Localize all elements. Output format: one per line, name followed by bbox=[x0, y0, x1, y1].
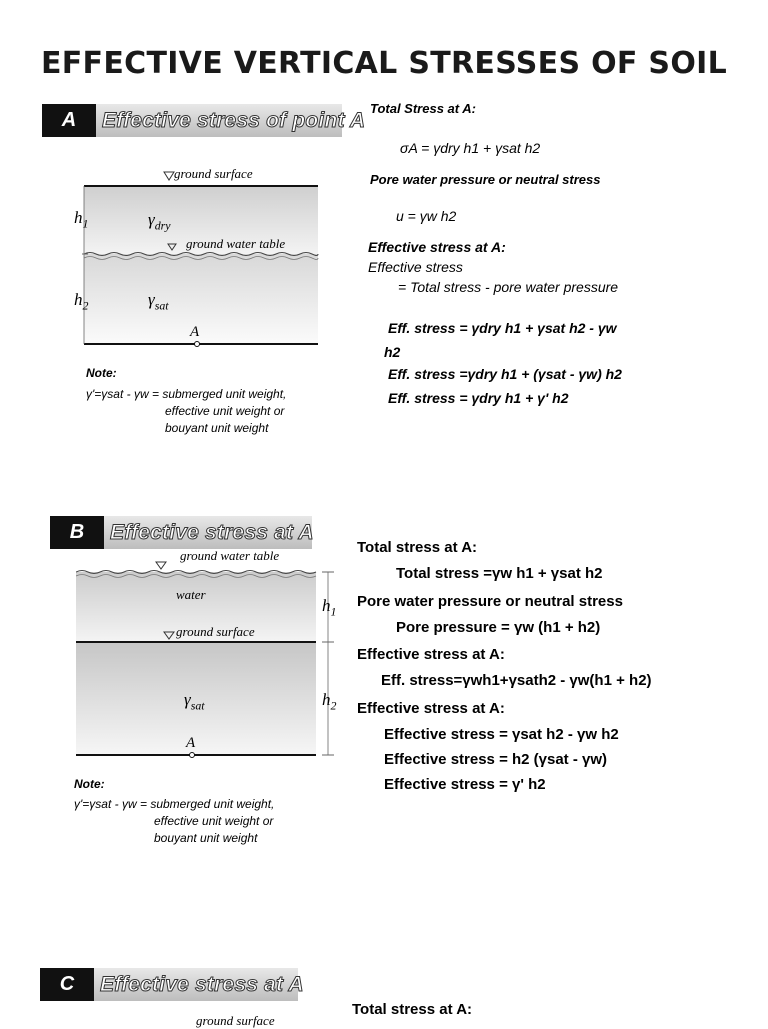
section-a-diagram bbox=[70, 160, 330, 355]
section-b-header bbox=[50, 516, 312, 549]
section-a-heading: Effective stress of point A bbox=[102, 109, 366, 132]
b-eff-eq-2: Effective stress = γsat h2 - γw h2 bbox=[384, 726, 619, 743]
a-eff-eq-1: Eff. stress = γdry h1 + γsat h2 - γw bbox=[388, 320, 617, 336]
a-eff-heading: Effective stress at A: bbox=[368, 239, 506, 255]
ground-water-table-label: ground water table bbox=[186, 236, 286, 251]
point-a-marker bbox=[190, 753, 195, 758]
a-eff-plain-2: = Total stress - pore water pressure bbox=[398, 279, 619, 295]
section-b-diagram bbox=[76, 552, 356, 767]
b-note-line-1: γ'=γsat - γw = submerged unit weight, bbox=[74, 797, 275, 811]
a-pore-eq: u = γw h2 bbox=[396, 208, 457, 224]
section-a-header bbox=[42, 104, 366, 137]
a-total-stress-heading: Total Stress at A: bbox=[370, 101, 476, 116]
ground-surface-label: ground surface bbox=[174, 166, 253, 181]
section-b-heading: Effective stress at A bbox=[110, 521, 314, 544]
c-total-heading: Total stress at A: bbox=[352, 1001, 473, 1018]
b-note-label: Note: bbox=[74, 777, 105, 791]
b-eff-eq-1: Eff. stress=γwh1+γsath2 - γw(h1 + h2) bbox=[381, 672, 652, 689]
a-eff-eq-3: Eff. stress = γdry h1 + γ' h2 bbox=[388, 390, 569, 406]
b-pore-heading: Pore water pressure or neutral stress bbox=[357, 593, 623, 610]
a-eff-plain: Effective stress bbox=[368, 259, 463, 275]
b-eff-eq-4: Effective stress = γ' h2 bbox=[384, 776, 546, 793]
a-eff-eq-1b: h2 bbox=[384, 344, 401, 360]
b-eff-heading-1: Effective stress at A: bbox=[357, 646, 505, 663]
a-total-stress-eq: σA = γdry h1 + γsat h2 bbox=[400, 140, 541, 156]
b-total-eq: Total stress =γw h1 + γsat h2 bbox=[396, 565, 603, 582]
c-ground-surface-label: ground surface bbox=[196, 1013, 275, 1028]
water-table-symbol bbox=[156, 562, 166, 569]
a-eff-eq-2: Eff. stress =γdry h1 + (γsat - γw) h2 bbox=[388, 366, 622, 382]
point-a-marker bbox=[195, 342, 200, 347]
ground-surface-symbol bbox=[164, 172, 174, 180]
b-water-label: water bbox=[176, 587, 206, 602]
section-b-letter: B bbox=[50, 516, 104, 549]
note-line-3: bouyant unit weight bbox=[165, 421, 269, 435]
page-title: EFFECTIVE VERTICAL STRESSES OF SOIL bbox=[40, 46, 728, 81]
b-h2-label: $h_2$ bbox=[322, 690, 337, 713]
section-c-header bbox=[40, 968, 304, 1001]
b-ground-water-table-label: ground water table bbox=[180, 548, 280, 563]
b-eff-heading-2: Effective stress at A: bbox=[357, 700, 505, 717]
b-h1-label: $h_1$ bbox=[322, 596, 337, 619]
gamma-dry-label: $\gamma_{dry}$ bbox=[148, 210, 171, 233]
point-a-label: A bbox=[190, 324, 200, 340]
gamma-sat-label: $\gamma_{sat}$ bbox=[148, 290, 169, 313]
b-pore-eq: Pore pressure = γw (h1 + h2) bbox=[396, 619, 601, 636]
b-eff-eq-3: Effective stress = h2 (γsat - γw) bbox=[384, 751, 608, 768]
section-c-letter: C bbox=[40, 968, 94, 1001]
note-label: Note: bbox=[86, 366, 117, 380]
b-gamma-sat-label: $\gamma_{sat}$ bbox=[184, 690, 205, 713]
b-note-line-3: bouyant unit weight bbox=[154, 831, 258, 845]
section-c-heading: Effective stress at A bbox=[100, 973, 304, 996]
note-line-1: γ'=γsat - γw = submerged unit weight, bbox=[86, 387, 287, 401]
h1-label: $h_1$ bbox=[74, 208, 89, 231]
h2-label: $h_2$ bbox=[74, 290, 89, 313]
b-total-heading: Total stress at A: bbox=[357, 539, 478, 556]
a-pore-heading: Pore water pressure or neutral stress bbox=[370, 172, 601, 187]
saturated-soil-layer bbox=[84, 254, 318, 344]
b-ground-surface-label: ground surface bbox=[176, 624, 255, 639]
b-note-line-2: effective unit weight or bbox=[154, 814, 274, 828]
section-a-letter: A bbox=[42, 104, 96, 137]
b-point-a-label: A bbox=[186, 735, 196, 751]
note-line-2: effective unit weight or bbox=[165, 404, 285, 418]
